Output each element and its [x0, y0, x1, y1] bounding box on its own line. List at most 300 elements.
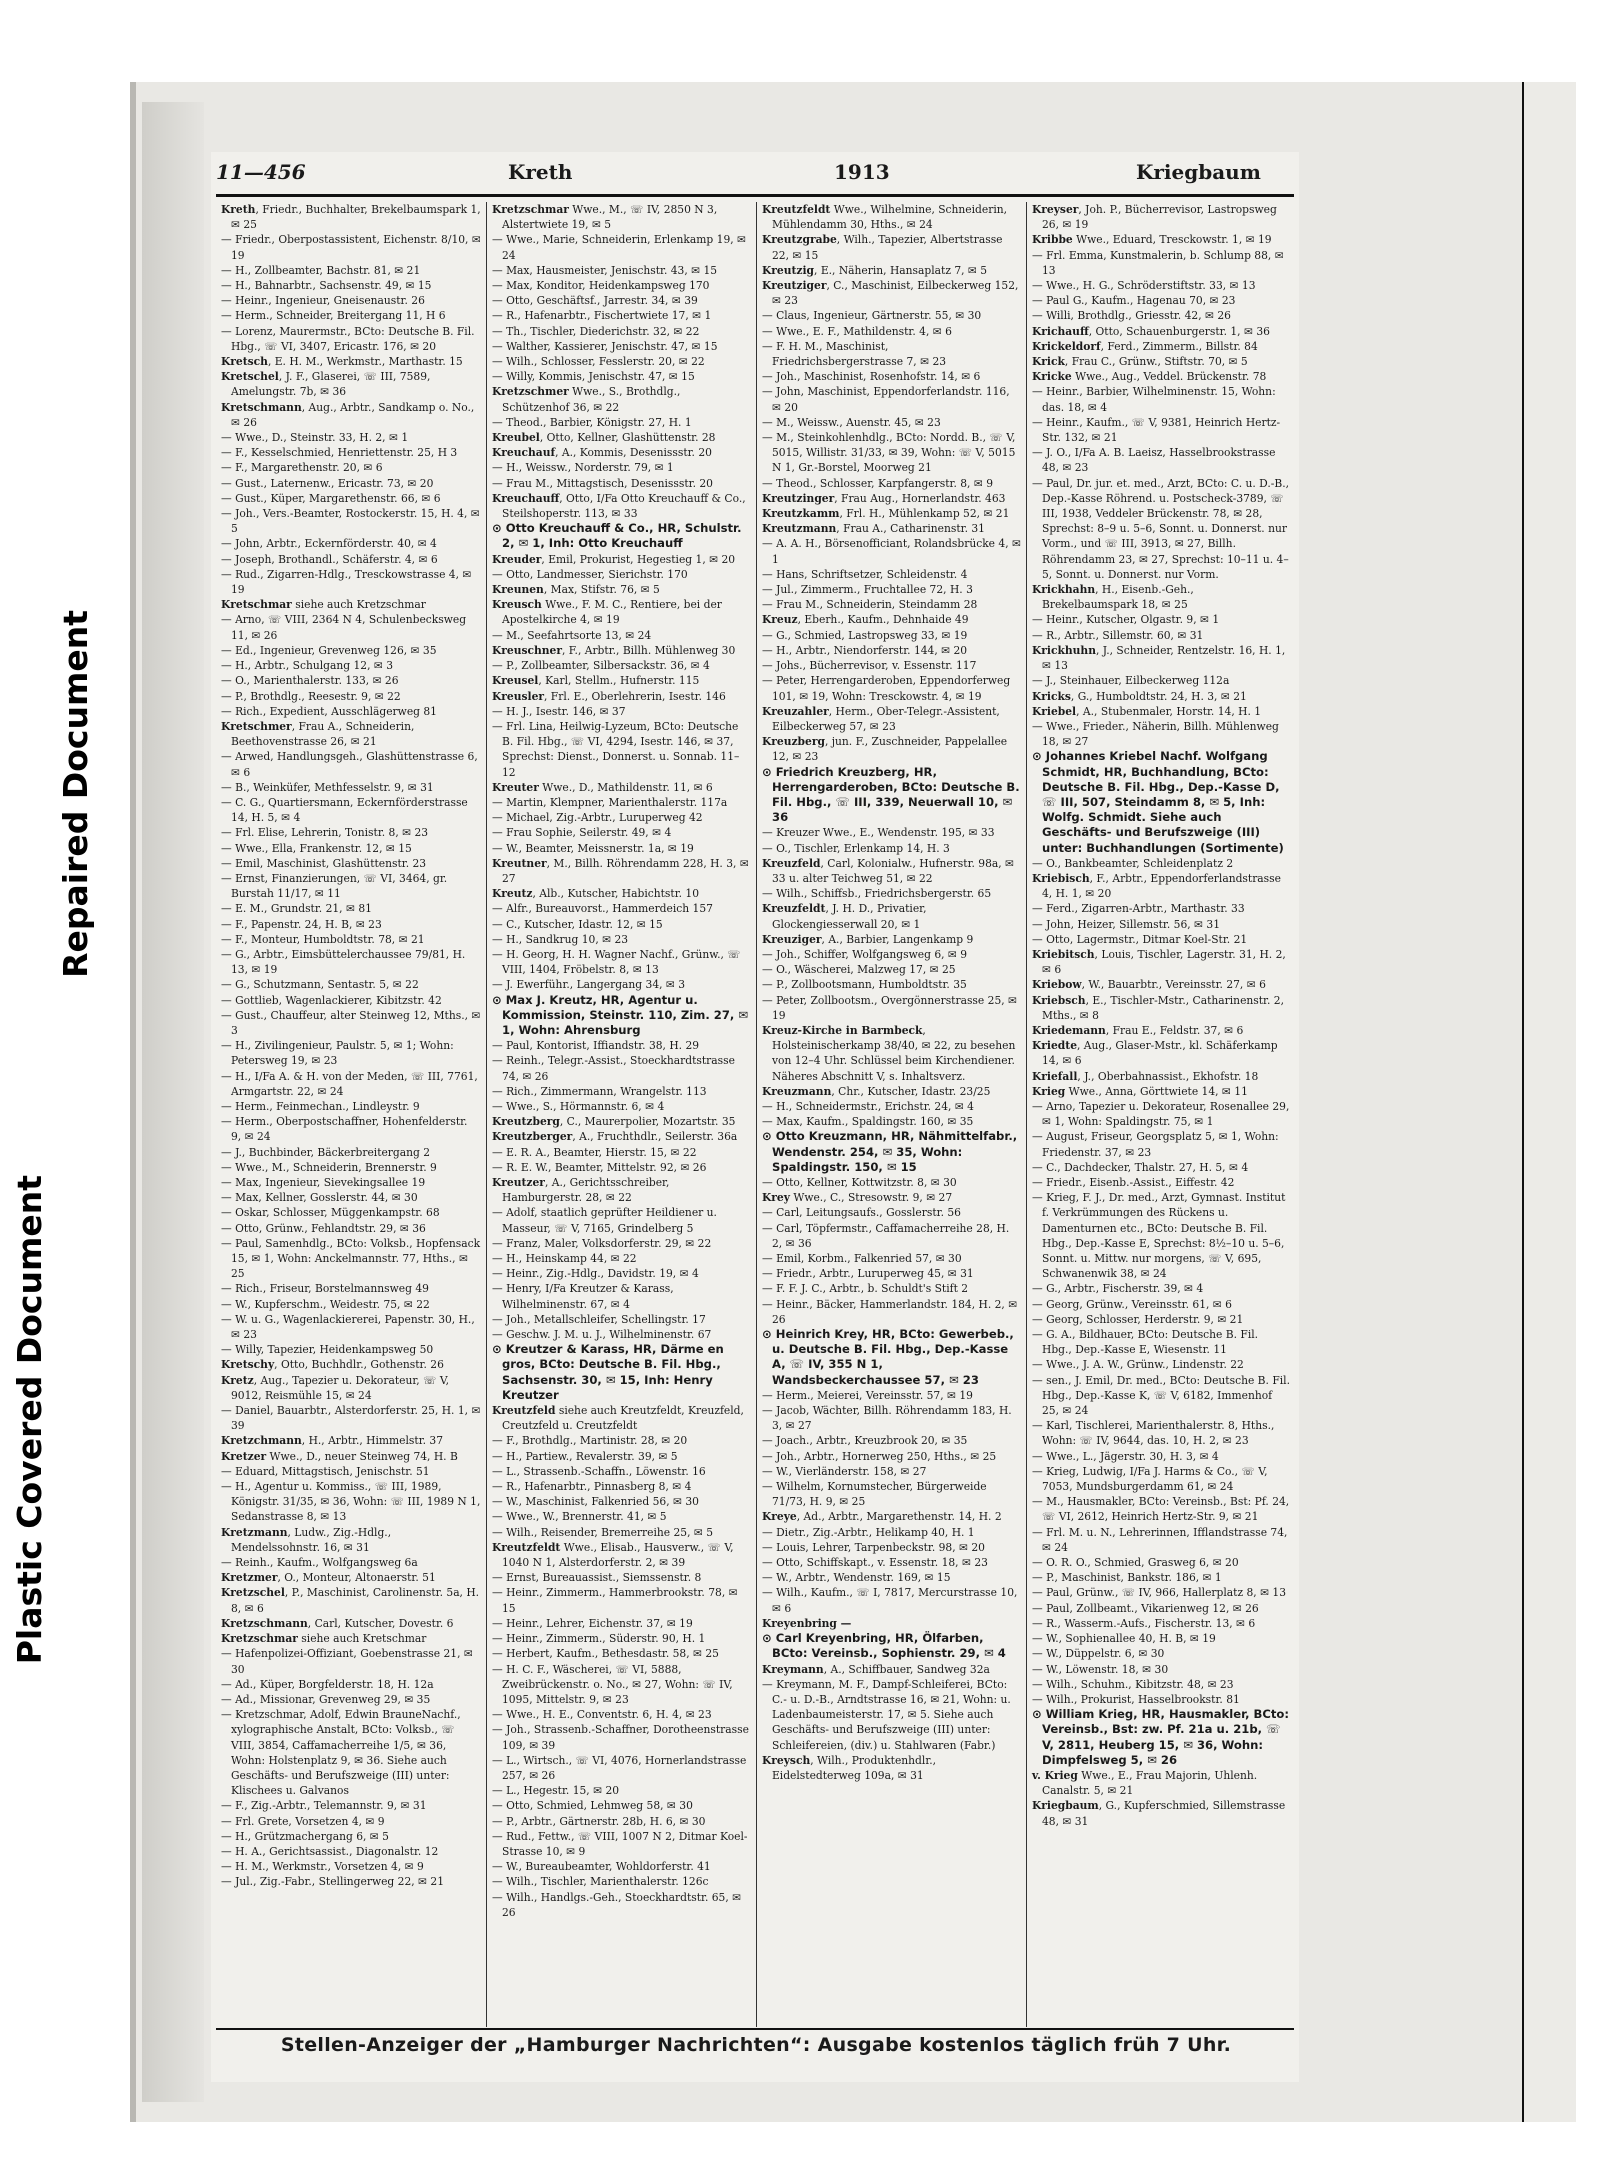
directory-columns	[216, 202, 1296, 2027]
directory-entry: — Paul, Kontorist, Iffiandstr. 38, H. 29	[492, 1039, 700, 1053]
directory-entry: — Th., Tischler, Diederichstr. 32, ✉ 22	[492, 324, 700, 338]
directory-entry: Kreusch Wwe., F. M. C., Rentiere, bei der Apostelkirche 4, ✉ 19	[492, 598, 722, 627]
directory-entry: — Alfr., Bureauvorst., Hammerdeich 157	[492, 902, 713, 916]
directory-entry: — Otto, Lagermstr., Ditmar Koel-Str. 21	[1032, 932, 1248, 946]
directory-entry: — Heinr., Lehrer, Eichenstr. 37, ✉ 19	[492, 1616, 693, 1630]
directory-entry: — Arwed, Handlungsgeh., Glashüttenstrasse 6, ✉ 6	[221, 750, 478, 779]
directory-entry: — Wwe., S., Hörmannstr. 6, ✉ 4	[492, 1099, 665, 1113]
directory-entry: — Max, Konditor, Heidenkampsweg 170	[492, 279, 710, 293]
directory-entry: — R., Hafenarbtr., Pinnasberg 8, ✉ 4	[492, 1480, 692, 1494]
directory-entry: Kretsch, E. H. M., Werkmstr., Marthastr. 15	[221, 355, 463, 369]
facing-page-edge	[1522, 82, 1576, 2122]
directory-entry: — Kretzschmar, Adolf, Edwin BrauneNachf., xylographische Anstalt, BCto: Volksb., ☏ VIII, 3854, Caffamacherreihe 1/5, ✉ 36, Wohn: Holstenplatz 9, ✉ 36. Siehe auch Geschäfts- und Berufszweige (III) unter: Klischees u. Galvanos	[221, 1708, 461, 1798]
directory-entry: — Krieg, F. J., Dr. med., Arzt, Gymnast. Institut f. Verkrümmungen des Rückens u. Damenturnen etc., BCto: Deutsche B. Fil. Hbg., Dep.-Kasse E, Sprechst: 8½–10 u. 5–6, Sonnt. u. Mittw. nur morgens, ☏ V, 695, Schwanenwik 38, ✉ 24	[1032, 1191, 1286, 1281]
directory-entry: — Wilh., Tischler, Marienthalerstr. 126c	[492, 1875, 709, 1889]
directory-entry: — E. R. A., Beamter, Hierstr. 15, ✉ 22	[492, 1145, 697, 1159]
directory-entry: Kretschmar siehe auch Kretzschmar	[221, 598, 426, 612]
directory-entry: — Rud., Zigarren-Hdlg., Tresckowstrasse 4, ✉ 19	[221, 567, 472, 597]
directory-entry: — Frau M., Schneiderin, Steindamm 28	[762, 598, 978, 612]
directory-entry: Kreutzmann, Frau A., Catharinenstr. 31	[762, 522, 985, 536]
directory-entry: — L., Wirtsch., ☏ VI, 4076, Hornerlandstrasse 257, ✉ 26	[492, 1753, 747, 1782]
directory-entry: Kreuzfeldt, J. H. D., Privatier, Glockengiesserwall 20, ✉ 1	[762, 902, 927, 931]
directory-entry: Kreutzfeldt Wwe., Elisab., Hausverw., ☏ V, 1040 N 1, Alsterdorferstr. 2, ✉ 39	[492, 1540, 734, 1570]
directory-entry: Kreyser, Joh. P., Bücherrevisor, Lastropsweg 26, ✉ 19	[1032, 203, 1277, 232]
directory-entry: — Otto, Grünw., Fehlandtstr. 29, ✉ 36	[221, 1221, 426, 1235]
directory-entry: — M., Seefahrtsorte 13, ✉ 24	[492, 628, 652, 642]
directory-entry: Kreye, Ad., Arbtr., Margarethenstr. 14, H. 2	[762, 1510, 1002, 1524]
directory-entry: — Paul, Grünw., ☏ IV, 966, Hallerplatz 8, ✉ 13	[1032, 1586, 1287, 1600]
directory-entry: Kreutziger, C., Maschinist, Eilbeckerweg 152, ✉ 23	[762, 279, 1019, 308]
directory-entry: — Paul, Zollbeamt., Vikarienweg 12, ✉ 26	[1032, 1601, 1259, 1615]
directory-entry: Kreutz, Alb., Kutscher, Habichtstr. 10	[492, 887, 700, 901]
directory-entry: — Otto, Schmied, Lehmweg 58, ✉ 30	[492, 1799, 693, 1813]
directory-entry: — Willy, Kommis, Jenischstr. 47, ✉ 15	[492, 370, 695, 384]
directory-entry: — Paul, Samenhdlg., BCto: Volksb., Hopfensack 15, ✉ 1, Wohn: Anckelmannstr. 77, Hths., ✉ 25	[221, 1236, 481, 1281]
directory-entry: — H. M., Werkmstr., Vorsetzen 4, ✉ 9	[221, 1860, 424, 1874]
directory-entry: Kriedemann, Frau E., Feldstr. 37, ✉ 6	[1032, 1023, 1244, 1037]
document-page	[130, 82, 1576, 2122]
directory-entry: — Frau M., Mittagstisch, Desenissstr. 20	[492, 476, 713, 490]
directory-entry: — Heinr., Ingenieur, Gneisenaustr. 26	[221, 294, 425, 308]
header-rule	[216, 194, 1294, 197]
directory-entry: — Willi, Brothdlg., Griesstr. 42, ✉ 26	[1032, 309, 1231, 323]
directory-entry: — H., Schneidermstr., Erichstr. 24, ✉ 4	[762, 1099, 974, 1113]
directory-entry: — Wilh., Schlosser, Fesslerstr. 20, ✉ 22	[492, 355, 705, 369]
directory-entry: Kretzschel, P., Maschinist, Carolinenstr. 5a, H. 8, ✉ 6	[221, 1586, 480, 1615]
directory-entry: — sen., J. Emil, Dr. med., BCto: Deutsche B. Fil. Hbg., Dep.-Kasse K, ☏ V, 6182, Immenhof 25, ✉ 24	[1032, 1373, 1290, 1418]
directory-entry: — Emil, Maschinist, Glashüttenstr. 23	[221, 856, 427, 870]
page-number: 11—456	[216, 160, 306, 184]
directory-entry: — Frl. Grete, Vorsetzen 4, ✉ 9	[221, 1814, 385, 1828]
directory-entry: Kreutzfeld siehe auch Kreutzfeldt, Kreuzfeld, Creutzfeld u. Creutzfeldt	[492, 1404, 744, 1433]
directory-entry: — Johs., Bücherrevisor, v. Essenstr. 117	[762, 659, 977, 673]
directory-entry: Kriebow, W., Bauarbtr., Vereinsstr. 27, ✉ 6	[1032, 978, 1266, 992]
directory-entry: — H., Arbtr., Niendorferstr. 144, ✉ 20	[762, 643, 968, 657]
directory-entry: — G., Schmied, Lastropsweg 33, ✉ 19	[762, 628, 968, 642]
directory-entry: — F. H. M., Maschinist, Friedrichsbergerstrasse 7, ✉ 23	[762, 339, 947, 369]
directory-entry: — Heinr., Bäcker, Hammerlandstr. 184, H. 2, ✉ 26	[762, 1297, 1018, 1326]
directory-entry: — Oskar, Schlosser, Müggenkampstr. 68	[221, 1206, 440, 1220]
directory-entry: — Joh., Metallschleifer, Schellingstr. 17	[492, 1312, 706, 1326]
directory-entry: — Paul G., Kaufm., Hagenau 70, ✉ 23	[1032, 294, 1236, 308]
directory-entry: — W., Bureaubeamter, Wohldorferstr. 41	[492, 1860, 711, 1874]
directory-entry: — Paul, Dr. jur. et. med., Arzt, BCto: C. u. D.-B., Dep.-Kasse Röhrend. u. Postscheck-3789, ☏ III, 1938, Veddeler Brückenstr. 78, ✉ 28, Sprechst: 8–9 u. 5–6, Sonnt. u. Donnerst. nur Vorm., und ☏ III, 3913, ✉ 27, Billh. Röhrendamm 23, ✉ 27, Sprechst: 10–11 u. 4–5, Sonnt. u. Donnerst. nur Vorm.	[1032, 476, 1290, 581]
directory-entry: — P., Zollbootsmann, Humboldtstr. 35	[762, 978, 967, 992]
directory-entry: Kribbe Wwe., Eduard, Tresckowstr. 1, ✉ 19	[1032, 233, 1272, 247]
directory-entry: — Henry, I/Fa Kreutzer & Karass, Wilhelminenstr. 67, ✉ 4	[492, 1282, 674, 1311]
directory-entry: — Martin, Klempner, Marienthalerstr. 117a	[492, 795, 728, 809]
directory-entry: Krickhahn, H., Eisenb.-Geh., Brekelbaumspark 18, ✉ 25	[1032, 583, 1194, 612]
directory-entry: — M., Hausmakler, BCto: Vereinsb., Bst: Pf. 24, ☏ VI, 2612, Heinrich Hertz-Str. 9, ✉ 21	[1032, 1495, 1290, 1524]
directory-entry: — W., Maschinist, Falkenried 56, ✉ 30	[492, 1495, 699, 1509]
directory-entry: — Wwe., W., Brennerstr. 41, ✉ 5	[492, 1510, 667, 1524]
directory-entry: — Wwe., H. G., Schröderstiftstr. 33, ✉ 13	[1032, 279, 1256, 293]
directory-entry: — Geschw. J. M. u. J., Wilhelminenstr. 67	[492, 1328, 712, 1342]
directory-entry: Kretzchmann, H., Arbtr., Himmelstr. 37	[221, 1434, 444, 1448]
directory-entry: — Wilh., Schiffsb., Friedrichsbergerstr. 65	[762, 887, 992, 901]
directory-entry: Kretzmer, O., Monteur, Altonaerstr. 51	[221, 1571, 436, 1585]
directory-entry: — Otto, Schiffskapt., v. Essenstr. 18, ✉ 23	[762, 1556, 988, 1570]
directory-column-4	[1026, 202, 1296, 2027]
directory-entry: — Wwe., J. A. W., Grünw., Lindenstr. 22	[1032, 1358, 1244, 1372]
directory-entry: — Joh., Arbtr., Hornerweg 250, Hths., ✉ 25	[762, 1449, 997, 1463]
directory-entry: — Ferd., Zigarren-Arbtr., Marthastr. 33	[1032, 902, 1245, 916]
directory-entry: Kreymann, A., Schiffbauer, Sandweg 32a	[762, 1662, 990, 1676]
directory-entry: — Joh., Maschinist, Rosenhofstr. 14, ✉ 6	[762, 370, 981, 384]
directory-entry: — H., Grützmachergang 6, ✉ 5	[221, 1829, 389, 1843]
directory-entry: — H. J., Isestr. 146, ✉ 37	[492, 704, 626, 718]
directory-entry: — F. F. J. C., Arbtr., b. Schuldt's Stift 2	[762, 1282, 969, 1296]
directory-entry: — Daniel, Bauarbtr., Alsterdorferstr. 25, H. 1, ✉ 39	[221, 1404, 481, 1433]
directory-entry: — A. A. H., Börsenofficiant, Rolandsbrücke 4, ✉ 1	[762, 537, 1021, 566]
directory-entry: — H. Georg, H. H. Wagner Nachf., Grünw., ☏ VIII, 1404, Fröbelstr. 8, ✉ 13	[492, 947, 741, 977]
directory-entry: Kreuzahler, Herm., Ober-Telegr.-Assistent, Eilbeckerweg 57, ✉ 23	[762, 704, 1000, 733]
directory-entry: — Eduard, Mittagstisch, Jenischstr. 51	[221, 1464, 430, 1478]
directory-entry: — Georg, Grünw., Vereinsstr. 61, ✉ 6	[1032, 1297, 1232, 1311]
directory-entry: — Kreymann, M. F., Dampf-Schleiferei, BCto: C.- u. D.-B., Arndtstrasse 16, ✉ 21, Wohn: u. Ladenbaumeisterstr. 17, ✉ 5. Siehe auch Geschäfts- und Berufszweige (III) unter: Schleifereien, (div.) u. Stahlwaren (Fabr.)	[762, 1677, 1011, 1752]
directory-entry: — Frl. Emma, Kunstmalerin, b. Schlump 88, ✉ 13	[1032, 248, 1284, 277]
directory-entry: Kretschmann, Aug., Arbtr., Sandkamp o. No., ✉ 26	[221, 400, 475, 429]
directory-entry: — Arno, ☏ VIII, 2364 N 4, Schulenbecksweg 11, ✉ 26	[221, 613, 467, 642]
side-margin	[0, 0, 114, 2177]
directory-entry: Kreuchauff, Otto, I/Fa Otto Kreuchauff & Co., Steilshoperstr. 113, ✉ 33	[492, 491, 746, 521]
directory-entry: — Wwe., Marie, Schneiderin, Erlenkamp 19, ✉ 24	[492, 233, 746, 262]
directory-entry: Kreutzinger, Frau Aug., Hornerlandstr. 463	[762, 491, 1006, 505]
directory-entry: — Frau Sophie, Seilerstr. 49, ✉ 4	[492, 826, 672, 840]
directory-entry: — Michael, Zig.-Arbtr., Luruperweg 42	[492, 811, 703, 825]
directory-entry: — Franz, Maler, Volksdorferstr. 29, ✉ 22	[492, 1236, 712, 1250]
directory-entry: Kreuschner, F., Arbtr., Billh. Mühlenweg 30	[492, 643, 736, 657]
directory-entry: — Max, Ingenieur, Sievekingsallee 19	[221, 1176, 426, 1189]
directory-entry: — F., Monteur, Humboldtstr. 78, ✉ 21	[221, 932, 425, 946]
directory-entry: Kreutzberg, C., Maurerpolier, Mozartstr. 35	[492, 1115, 736, 1129]
directory-entry: — P., Zollbeamter, Silbersackstr. 36, ✉ 4	[492, 659, 710, 673]
directory-entry: ⊙ Carl Kreyenbring, HR, Ölfarben, BCto: Vereinsb., Sophienstr. 29, ✉ 4	[762, 1631, 1006, 1661]
directory-entry: Kretz, Aug., Tapezier u. Dekorateur, ☏ V, 9012, Reismühle 15, ✉ 24	[221, 1373, 450, 1402]
directory-entry: — W., Kupferschm., Weidestr. 75, ✉ 22	[221, 1297, 430, 1311]
directory-entry: — R., Arbtr., Sillemstr. 60, ✉ 31	[1032, 628, 1204, 642]
directory-entry: — Gust., Laternenw., Ericastr. 73, ✉ 20	[221, 476, 434, 490]
directory-entry: Kreusel, Karl, Stellm., Hufnerstr. 115	[492, 674, 700, 688]
directory-entry: — Wwe., M., Schneiderin, Brennerstr. 9	[221, 1160, 437, 1174]
directory-entry: — P., Arbtr., Gärtnerstr. 28b, H. 6, ✉ 30	[492, 1814, 706, 1828]
directory-entry: — W., Vierländerstr. 158, ✉ 27	[762, 1464, 927, 1478]
directory-entry: — Ad., Missionar, Grevenweg 29, ✉ 35	[221, 1692, 431, 1706]
directory-entry: — Jul., Zig.-Fabr., Stellingerweg 22, ✉ 21	[221, 1875, 444, 1889]
directory-entry: ⊙ Friedrich Kreuzberg, HR, Herrengarderoben, BCto: Deutsche B. Fil. Hbg., ☏ III, 339, Neuerwall 10, ✉ 36	[762, 764, 1020, 825]
directory-entry: — Rud., Fettw., ☏ VIII, 1007 N 2, Ditmar Koel-Strasse 10, ✉ 9	[492, 1829, 748, 1858]
directory-entry: — H., Zollbeamter, Bachstr. 81, ✉ 21	[221, 263, 421, 277]
directory-entry: Kriebisch, F., Arbtr., Eppendorferlandstrasse 4, H. 1, ✉ 20	[1032, 871, 1281, 901]
directory-entry: — Wwe., Frieder., Näherin, Billh. Mühlenweg 18, ✉ 27	[1032, 719, 1279, 749]
directory-entry: ⊙ Otto Kreuzmann, HR, Nähmittelfabr., Wendenstr. 254, ✉ 35, Wohn: Spaldingstr. 150, ✉ 15	[762, 1129, 1018, 1174]
directory-entry: — G., Arbtr., Eimsbüttelerchaussee 79/81, H. 13, ✉ 19	[221, 947, 466, 977]
header-last-entry: Kriegbaum	[1136, 160, 1261, 184]
directory-entry: — M., Steinkohlenhdlg., BCto: Nordd. B., ☏ V, 5015, Willistr. 31/33, ✉ 39, Wohn: ☏ V, 5015 N 1, Gr.-Borstel, Moorweg 21	[762, 431, 1016, 475]
directory-entry: — H., Bahnarbtr., Sachsenstr. 49, ✉ 15	[221, 279, 432, 293]
directory-entry: Kriegbaum, G., Kupferschmied, Sillemstrasse 48, ✉ 31	[1032, 1799, 1286, 1828]
directory-entry: — Peter, Herrengarderoben, Eppendorferweg 101, ✉ 19, Wohn: Tresckowstr. 4, ✉ 19	[762, 674, 1011, 703]
directory-entry: — Frl. Elise, Lehrerin, Tonistr. 8, ✉ 23	[221, 826, 429, 840]
directory-entry: Kriebel, A., Stubenmaler, Horstr. 14, H. 1	[1032, 704, 1262, 718]
directory-entry: Kreutzig, E., Näherin, Hansaplatz 7, ✉ 5	[762, 263, 988, 277]
directory-entry: — Theod., Barbier, Königstr. 27, H. 1	[492, 415, 692, 429]
directory-entry: Kricks, G., Humboldtstr. 24, H. 3, ✉ 21	[1032, 689, 1247, 703]
directory-entry: — Gottlieb, Wagenlackierer, Kibitzstr. 42	[221, 993, 442, 1007]
directory-entry: — Wwe., D., Steinstr. 33, H. 2, ✉ 1	[221, 431, 409, 445]
directory-entry: Krickhuhn, J., Schneider, Rentzelstr. 16, H. 1, ✉ 13	[1032, 643, 1286, 673]
directory-entry: — Claus, Ingenieur, Gärtnerstr. 55, ✉ 30	[762, 309, 982, 323]
directory-entry: Kretschmer, Frau A., Schneiderin, Beethovenstrasse 26, ✉ 21	[221, 719, 415, 749]
directory-entry: Kreysch, Wilh., Produktenhdlr., Eidelstedterweg 109a, ✉ 31	[762, 1753, 937, 1782]
directory-entry: — Adolf, staatlich geprüfter Heildiener u. Masseur, ☏ V, 7165, Grindelberg 5	[492, 1206, 717, 1235]
directory-column-1	[216, 202, 486, 2027]
directory-entry: Krichauff, Otto, Schauenburgerstr. 1, ✉ 36	[1032, 324, 1270, 338]
directory-entry: — Wwe., L., Jägerstr. 30, H. 3, ✉ 4	[1032, 1449, 1219, 1463]
directory-entry: — L., Hegestr. 15, ✉ 20	[492, 1784, 620, 1798]
directory-entry: Kreuz, Eberh., Kaufm., Dehnhaide 49	[762, 613, 969, 627]
directory-entry: — F., Brothdlg., Martinistr. 28, ✉ 20	[492, 1434, 688, 1448]
directory-entry: — J. O., I/Fa A. B. Laeisz, Hasselbrookstrasse 48, ✉ 23	[1032, 446, 1276, 475]
directory-entry: — Theod., Schlosser, Karpfangerstr. 8, ✉ 9	[762, 476, 993, 490]
directory-entry: — Otto, Kellner, Kottwitzstr. 8, ✉ 30	[762, 1176, 957, 1189]
directory-entry: — Emil, Korbm., Falkenried 57, ✉ 30	[762, 1252, 962, 1266]
directory-entry: — Walther, Kassierer, Jenischstr. 47, ✉ 15	[492, 339, 718, 353]
directory-entry: — Arno, Tapezier u. Dekorateur, Rosenallee 29, ✉ 1, Wohn: Spaldingstr. 75, ✉ 1	[1032, 1099, 1290, 1129]
directory-entry: Kreubel, Otto, Kellner, Glashüttenstr. 28	[492, 431, 716, 445]
directory-entry: Kreutzer, A., Gerichtsschreiber, Hamburgerstr. 28, ✉ 22	[492, 1176, 670, 1205]
directory-entry: — P., Brothdlg., Reesestr. 9, ✉ 22	[221, 689, 401, 703]
directory-entry: ⊙ Otto Kreuchauff & Co., HR, Schulstr. 2, ✉ 1, Inh: Otto Kreuchauff	[492, 521, 742, 551]
directory-entry: — Reinh., Kaufm., Wolfgangsweg 6a	[221, 1556, 418, 1570]
directory-entry: Kreuter Wwe., D., Mathildenstr. 11, ✉ 6	[492, 780, 713, 794]
directory-entry: — Wilh., Schuhm., Kibitzstr. 48, ✉ 23	[1032, 1677, 1234, 1691]
directory-entry: — F., Zig.-Arbtr., Telemannstr. 9, ✉ 31	[221, 1799, 427, 1813]
directory-entry: Kreuz-Kirche in Barmbeck, Holsteinischerkamp 38/40, ✉ 22, zu besehen von 12–4 Uhr. Schlüssel beim Kirchendiener. Näheres Abschnitt V, s. Inhaltsverz.	[762, 1023, 1016, 1083]
directory-entry: — August, Friseur, Georgsplatz 5, ✉ 1, Wohn: Friedenstr. 37, ✉ 23	[1032, 1130, 1279, 1159]
directory-entry: — Wilh., Reisender, Bremerreihe 25, ✉ 5	[492, 1525, 714, 1539]
directory-entry: Kreuzmann, Chr., Kutscher, Idastr. 23/25	[762, 1084, 991, 1098]
directory-column-2	[486, 202, 756, 2027]
directory-entry: — Heinr., Zimmerm., Hammerbrookstr. 78, ✉ 15	[492, 1586, 738, 1615]
directory-entry: — Frl. Lina, Heilwig-Lyzeum, BCto: Deutsche B. Fil. Hbg., ☏ VI, 4294, Isestr. 146, ✉ 37, Sprechst: Dienst., Donnerst. u. Sonnab. 11–12	[492, 719, 740, 779]
directory-entry: — John, Arbtr., Eckernförderstr. 40, ✉ 4	[221, 537, 437, 551]
directory-entry: Kreuder, Emil, Prokurist, Hegestieg 1, ✉ 20	[492, 552, 736, 566]
directory-entry: — R., Hafenarbtr., Fischertwiete 17, ✉ 1	[492, 309, 712, 323]
directory-entry: — Herbert, Kaufm., Bethesdastr. 58, ✉ 25	[492, 1647, 719, 1661]
header-first-entry: Kreth	[508, 160, 573, 184]
directory-entry: Kriebitsch, Louis, Tischler, Lagerstr. 31, H. 2, ✉ 6	[1032, 947, 1286, 977]
directory-entry: Kriedte, Aug., Glaser-Mstr., kl. Schäferkamp 14, ✉ 6	[1032, 1039, 1278, 1068]
directory-entry: Kretschy, Otto, Buchhdlr., Gothenstr. 26	[221, 1358, 444, 1372]
page-footer-ad: Stellen-Anzeiger der „Hamburger Nachrichten“: Ausgabe kostenlos täglich früh 7 Uhr.	[280, 2034, 1232, 2056]
directory-entry: Kreutner, M., Billh. Röhrendamm 228, H. 3, ✉ 27	[492, 856, 749, 885]
directory-entry: — P., Maschinist, Bankstr. 186, ✉ 1	[1032, 1571, 1222, 1585]
directory-entry: Kretzschmar Wwe., M., ☏ IV, 2850 N 3, Alstertwiete 19, ✉ 5	[492, 203, 718, 232]
directory-entry: — John, Maschinist, Eppendorferlandstr. 116, ✉ 20	[762, 385, 1010, 414]
directory-entry: Kretzmann, Ludw., Zig.-Hdlg., Mendelssohnstr. 16, ✉ 31	[221, 1525, 392, 1554]
directory-entry: — Gust., Küper, Margarethenstr. 66, ✉ 6	[221, 491, 441, 505]
directory-entry: — H., I/Fa A. & H. von der Meden, ☏ III, 7761, Armgartstr. 22, ✉ 24	[221, 1069, 478, 1098]
directory-entry: — O., Marienthalerstr. 133, ✉ 26	[221, 674, 399, 688]
directory-entry: Kretzschmer Wwe., S., Brothdlg., Schützenhof 36, ✉ 22	[492, 385, 681, 414]
directory-entry: — O. R. O., Schmied, Grasweg 6, ✉ 20	[1032, 1556, 1239, 1570]
directory-entry: — Reinh., Telegr.-Assist., Stoeckhardtstrasse 74, ✉ 26	[492, 1054, 735, 1083]
directory-entry: — Joh., Strassenb.-Schaffner, Dorotheenstrasse 109, ✉ 39	[492, 1723, 749, 1752]
directory-entry: ⊙ Heinrich Krey, HR, BCto: Gewerbeb., u. Deutsche B. Fil. Hbg., Dep.-Kasse A, ☏ IV, 355 N 1, Wandsbeckerchaussee 57, ✉ 23	[762, 1327, 1014, 1387]
directory-entry: — Frl. M. u. N., Lehrerinnen, Ifflandstrasse 74, ✉ 24	[1032, 1525, 1288, 1554]
directory-entry: — G., Schutzmann, Sentastr. 5, ✉ 22	[221, 978, 419, 992]
directory-entry: — W., Beamter, Meissnerstr. 1a, ✉ 19	[492, 841, 694, 855]
directory-entry: — Otto, Geschäftsf., Jarrestr. 34, ✉ 39	[492, 294, 698, 308]
directory-entry: — W., Sophienallee 40, H. B, ✉ 19	[1032, 1632, 1216, 1646]
directory-entry: — Gust., Chauffeur, alter Steinweg 12, Mths., ✉ 3	[221, 1008, 481, 1037]
directory-entry: — Ernst, Bureauassist., Siemssenstr. 8	[492, 1571, 702, 1585]
directory-entry: — Karl, Tischlerei, Marienthalerstr. 8, Hths., Wohn: ☏ IV, 9644, das. 10, H. 2, ✉ 23	[1032, 1419, 1275, 1448]
directory-entry: Kreutzberger, A., Fruchthdlr., Seilerstr. 36a	[492, 1130, 738, 1144]
directory-entry: — Heinr., Kutscher, Olgastr. 9, ✉ 1	[1032, 613, 1220, 627]
binding-gutter	[142, 102, 204, 2102]
directory-entry: — C. G., Quartiersmann, Eckernförderstrasse 14, H. 5, ✉ 4	[221, 795, 468, 825]
directory-entry: — Louis, Lehrer, Tarpenbeckstr. 98, ✉ 20	[762, 1540, 985, 1554]
directory-entry: Kretzer Wwe., D., neuer Steinweg 74, H. B	[221, 1449, 458, 1463]
directory-entry: — Peter, Zollbootsm., Overgönnerstrasse 25, ✉ 19	[762, 993, 1017, 1022]
directory-entry: — Heinr., Zimmerm., Süderstr. 90, H. 1	[492, 1632, 706, 1646]
directory-entry: — O., Tischler, Erlenkamp 14, H. 3	[762, 841, 950, 855]
footer-rule	[216, 2028, 1294, 2030]
directory-entry: — Willy, Tapezier, Heidenkampsweg 50	[221, 1343, 434, 1357]
directory-entry: — F., Margarethenstr. 20, ✉ 6	[221, 461, 383, 475]
directory-entry: — W., Düppelstr. 6, ✉ 30	[1032, 1647, 1165, 1661]
directory-entry: — J., Steinhauer, Eilbeckerweg 112a	[1032, 674, 1230, 688]
directory-entry: — Wilh., Prokurist, Hasselbrookstr. 81	[1032, 1692, 1240, 1706]
directory-entry: Kreuzfeld, Carl, Kolonialw., Hufnerstr. 98a, ✉ 33 u. alter Teichweg 51, ✉ 22	[762, 856, 1015, 885]
directory-entry: v. Krieg Wwe., E., Frau Majorin, Uhlenh. Canalstr. 5, ✉ 21	[1032, 1768, 1258, 1798]
directory-entry: — F., Kesselschmied, Henriettenstr. 25, H 3	[221, 446, 458, 460]
directory-entry: Krey Wwe., C., Stresowstr. 9, ✉ 27	[762, 1191, 953, 1205]
directory-entry: Kreth, Friedr., Buchhalter, Brekelbaumspark 1, ✉ 25	[221, 203, 481, 232]
directory-entry: — John, Heizer, Sillemstr. 56, ✉ 31	[1032, 917, 1220, 931]
directory-entry: Kreusler, Frl. E., Oberlehrerin, Isestr. 146	[492, 689, 726, 703]
directory-entry: Krieg Wwe., Anna, Görttwiete 14, ✉ 11	[1032, 1084, 1248, 1098]
directory-entry: — Ed., Ingenieur, Grevenweg 126, ✉ 35	[221, 643, 437, 657]
directory-entry: — Max, Kaufm., Spaldingstr. 160, ✉ 35	[762, 1115, 974, 1129]
directory-entry: — Georg, Schlosser, Herderstr. 9, ✉ 21	[1032, 1312, 1244, 1326]
directory-entry: — H., Heinskamp 44, ✉ 22	[492, 1252, 637, 1266]
directory-entry: — Wwe., H. E., Conventstr. 6, H. 4, ✉ 23	[492, 1708, 712, 1722]
directory-entry: ⊙ Kreutzer & Karass, HR, Därme en gros, BCto: Deutsche B. Fil. Hbg., Sachsenstr. 30, ✉ 15, Inh: Henry Kreutzer	[492, 1342, 724, 1402]
side-label-repaired: Repaired Document	[56, 610, 95, 978]
directory-entry: — Wilh., Handlgs.-Geh., Stoeckhardtstr. 65, ✉ 26	[492, 1890, 742, 1919]
directory-entry: — Kreuzer Wwe., E., Wendenstr. 195, ✉ 33	[762, 826, 995, 840]
directory-entry: Kretzschmar siehe auch Kretschmar	[221, 1632, 427, 1646]
directory-entry: — Dietr., Zig.-Arbtr., Helikamp 40, H. 1	[762, 1525, 975, 1539]
directory-entry: Krick, Frau C., Grünw., Stiftstr. 70, ✉ 5	[1032, 355, 1248, 369]
directory-entry: — Carl, Leitungsaufs., Gosslerstr. 56	[762, 1206, 961, 1220]
directory-entry: Kreuziger, A., Barbier, Langenkamp 9	[762, 932, 974, 946]
directory-entry: — Joh., Vers.-Beamter, Rostockerstr. 15, H. 4, ✉ 5	[221, 507, 480, 536]
directory-entry: — R., Wasserm.-Aufs., Fischerstr. 13, ✉ 6	[1032, 1616, 1256, 1630]
directory-entry: — Friedr., Arbtr., Luruperweg 45, ✉ 31	[762, 1267, 974, 1281]
directory-entry: — W., Löwenstr. 18, ✉ 30	[1032, 1662, 1169, 1676]
directory-entry: Kricke Wwe., Aug., Veddel. Brückenstr. 78	[1032, 370, 1267, 384]
directory-entry: — Herm., Oberpostschaffner, Hohenfelderstr. 9, ✉ 24	[221, 1115, 468, 1144]
directory-entry: — Herm., Schneider, Breitergang 11, H 6	[221, 309, 446, 323]
directory-entry: — W., Arbtr., Wendenstr. 169, ✉ 15	[762, 1571, 951, 1585]
directory-entry: — Lorenz, Maurermstr., BCto: Deutsche B. Fil. Hbg., ☏ VI, 3407, Ericastr. 176, ✉ 20	[221, 324, 475, 353]
directory-entry: — Ernst, Finanzierungen, ☏ VI, 3464, gr. Burstah 11/17, ✉ 11	[221, 871, 448, 901]
directory-entry: — Heinr., Barbier, Wilhelminenstr. 15, Wohn: das. 18, ✉ 4	[1032, 385, 1276, 414]
directory-entry: — Jacob, Wächter, Billh. Röhrendamm 183, H. 3, ✉ 27	[762, 1404, 1012, 1433]
directory-entry: — R. E. W., Beamter, Mittelstr. 92, ✉ 26	[492, 1160, 707, 1174]
directory-entry: — Rich., Zimmermann, Wrangelstr. 113	[492, 1084, 707, 1098]
directory-entry: — H., Arbtr., Schulgang 12, ✉ 3	[221, 659, 394, 673]
directory-entry: Kreuzberg, jun. F., Zuschneider, Pappelallee 12, ✉ 23	[762, 735, 1008, 764]
directory-entry: — Carl, Töpfermstr., Caffamacherreihe 28, H. 2, ✉ 36	[762, 1221, 1010, 1250]
directory-entry: — Joh., Schiffer, Wolfgangsweg 6, ✉ 9	[762, 947, 968, 961]
directory-entry: — O., Bankbeamter, Schleidenplatz 2	[1032, 856, 1234, 870]
directory-entry: ⊙ Max J. Kreutz, HR, Agentur u. Kommission, Steinstr. 110, Zim. 27, ✉ 1, Wohn: Ahrensburg	[492, 992, 749, 1037]
directory-entry: — C., Dachdecker, Thalstr. 27, H. 5, ✉ 4	[1032, 1160, 1249, 1174]
directory-entry: — Wwe., E. F., Mathildenstr. 4, ✉ 6	[762, 324, 952, 338]
directory-entry: Kreutzkamm, Frl. H., Mühlenkamp 52, ✉ 21	[762, 507, 1010, 521]
directory-entry: — Otto, Landmesser, Sierichstr. 170	[492, 567, 688, 581]
directory-entry: — Rich., Friseur, Borstelmannsweg 49	[221, 1282, 429, 1296]
header-year: 1913	[834, 160, 890, 184]
directory-entry: — Herm., Meierei, Vereinsstr. 57, ✉ 19	[762, 1388, 973, 1402]
directory-entry: Kretzschmann, Carl, Kutscher, Dovestr. 6	[221, 1616, 454, 1630]
directory-entry: — Herm., Feinmechan., Lindleystr. 9	[221, 1099, 420, 1113]
directory-entry: — W. u. G., Wagenlackiererei, Papenstr. 30, H., ✉ 23	[221, 1312, 475, 1342]
directory-entry: — Max, Hausmeister, Jenischstr. 43, ✉ 15	[492, 263, 718, 277]
directory-entry: — H., Partiew., Revalerstr. 39, ✉ 5	[492, 1449, 678, 1463]
directory-entry: Krickeldorf, Ferd., Zimmerm., Billstr. 84	[1032, 339, 1258, 353]
directory-entry: — Hans, Schriftsetzer, Schleidenstr. 4	[762, 567, 968, 581]
directory-entry: — G. A., Bildhauer, BCto: Deutsche B. Fil. Hbg., Dep.-Kasse E, Wiesenstr. 11	[1032, 1328, 1259, 1357]
directory-entry: — H. A., Gerichtsassist., Diagonalstr. 12	[221, 1844, 439, 1858]
directory-entry: — G., Arbtr., Fischerstr. 39, ✉ 4	[1032, 1282, 1204, 1296]
directory-entry: — C., Kutscher, Idastr. 12, ✉ 15	[492, 917, 663, 931]
directory-entry: — Joach., Arbtr., Kreuzbrook 20, ✉ 35	[762, 1434, 968, 1448]
directory-entry: — Wilh., Kaufm., ☏ I, 7817, Mercurstrasse 10, ✉ 6	[762, 1586, 1018, 1615]
directory-entry: — Joseph, Brothandl., Schäferstr. 4, ✉ 6	[221, 552, 438, 566]
directory-entry: — H., Weissw., Norderstr. 79, ✉ 1	[492, 461, 674, 475]
directory-column-3	[756, 202, 1026, 2027]
directory-entry: — O., Wäscherei, Malzweg 17, ✉ 25	[762, 963, 956, 977]
directory-entry: — H., Sandkrug 10, ✉ 23	[492, 932, 629, 946]
directory-entry: — Heinr., Kaufm., ☏ V, 9381, Heinrich Hertz-Str. 132, ✉ 21	[1032, 415, 1281, 445]
directory-entry: — H., Agentur u. Kommiss., ☏ III, 1989, Königstr. 31/35, ✉ 36, Wohn: ☏ III, 1989 N 1, Sedanstrasse 8, ✉ 13	[221, 1480, 481, 1524]
directory-entry: Kreutzfeldt Wwe., Wilhelmine, Schneiderin, Mühlendamm 30, Hths., ✉ 24	[762, 203, 1008, 232]
side-label-plastic: Plastic Covered Document	[10, 1175, 49, 1665]
page-header	[216, 160, 1296, 190]
directory-entry: Kretschel, J. F., Glaserei, ☏ III, 7589, Amelungstr. 7b, ✉ 36	[221, 370, 431, 399]
directory-entry: — Krieg, Ludwig, I/Fa J. Harms & Co., ☏ V, 7053, Mundsburgerdamm 61, ✉ 24	[1032, 1464, 1268, 1494]
directory-entry: Kreutzgrabe, Wilh., Tapezier, Albertstrasse 22, ✉ 15	[762, 233, 1003, 262]
directory-entry: — Wilhelm, Kornumstecher, Bürgerweide 71/73, H. 9, ✉ 25	[762, 1480, 987, 1509]
directory-entry: — Friedr., Oberpostassistent, Eichenstr. 8/10, ✉ 19	[221, 233, 481, 262]
directory-entry: Kriebsch, E., Tischler-Mstr., Catharinenstr. 2, Mths., ✉ 8	[1032, 993, 1284, 1022]
directory-entry: Kreyenbring —	[762, 1616, 852, 1630]
directory-entry: — Heinr., Zig.-Hdlg., Davidstr. 19, ✉ 4	[492, 1267, 699, 1281]
directory-entry: — J., Buchbinder, Bäckerbreitergang 2	[221, 1145, 431, 1159]
directory-entry: — Max, Kellner, Gosslerstr. 44, ✉ 30	[221, 1191, 418, 1205]
directory-entry: — Hafenpolizei-Offiziant, Goebenstrasse 21, ✉ 30	[221, 1647, 473, 1676]
directory-entry: — F., Papenstr. 24, H. B, ✉ 23	[221, 917, 382, 931]
directory-entry: — H., Zivilingenieur, Paulstr. 5, ✉ 1; Wohn: Petersweg 19, ✉ 23	[221, 1039, 454, 1068]
directory-entry: — J. Ewerführ., Langergang 34, ✉ 3	[492, 978, 686, 992]
directory-entry: — Jul., Zimmerm., Fruchtallee 72, H. 3	[762, 583, 973, 597]
